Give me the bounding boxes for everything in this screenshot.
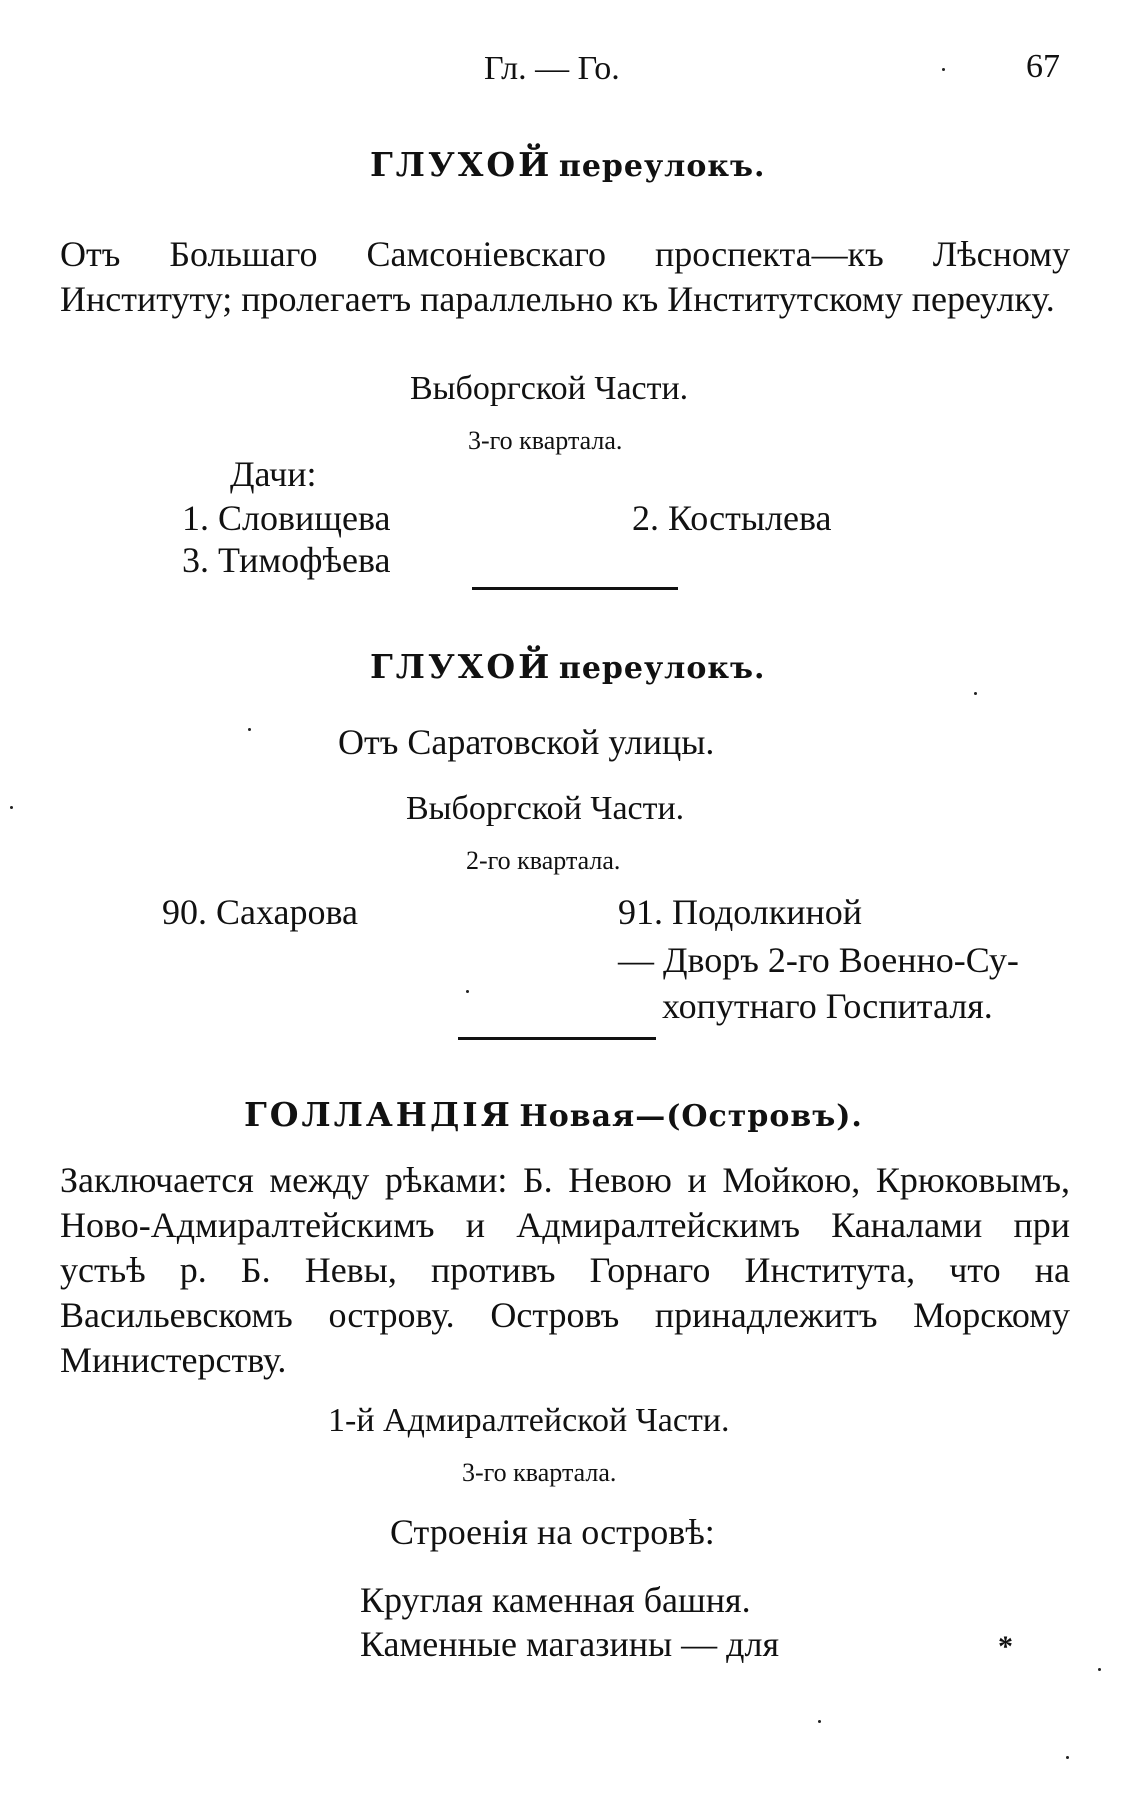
description-text: Отъ Большаго Самсоніевскаго проспекта—къ Лѣсному Институту; пролегаетъ параллельно къ Институтскому переулку. — [60, 234, 1070, 319]
district-part: Выборгской Части. — [406, 790, 685, 827]
street-description — [60, 232, 1070, 322]
print-speck — [818, 1720, 821, 1723]
section-heading — [370, 647, 766, 686]
print-speck — [466, 990, 469, 993]
section-heading — [244, 1095, 863, 1134]
district-quarter: 3-го квартала. — [462, 1458, 617, 1487]
heading-caps: ГОЛЛАНДІЯ — [244, 1095, 513, 1134]
page-number: 67 — [1026, 48, 1060, 85]
district-quarter: 2-го квартала. — [466, 846, 621, 875]
list-item: 90. Сахарова — [162, 892, 358, 932]
list-item: — Дворъ 2-го Военно-Су- — [618, 940, 1019, 980]
print-speck — [1098, 1668, 1101, 1671]
print-speck — [974, 692, 977, 695]
list-item: 91. Подолкиной — [618, 892, 863, 932]
heading-caps: ГЛУХОЙ — [370, 145, 553, 184]
print-speck — [1066, 1756, 1069, 1759]
list-item: 2. Костылева — [632, 498, 832, 538]
list-item: 1. Словищева — [182, 498, 391, 538]
description-text: Заключается между рѣками: Б. Невою и Мойкою, Крюковымъ, Ново-Адмиралтейскимъ и Адмиралтейскимъ Каналами при устьѣ р. Б. Невы, противъ Горнаго Института, что на Васильевскомъ острову. Островъ принадлежитъ Морскому Министерству. — [60, 1160, 1070, 1380]
district-part: 1-й Адмиралтейской Части. — [328, 1402, 730, 1439]
footnote-asterisk: * — [998, 1630, 1013, 1663]
dachi-label: Дачи: — [230, 454, 317, 494]
print-speck — [10, 806, 13, 809]
section-divider — [472, 587, 678, 590]
heading-rest: переулокъ. — [558, 651, 766, 686]
island-description — [60, 1158, 1070, 1383]
list-item: Каменные магазины — для — [360, 1624, 780, 1664]
print-speck — [942, 68, 945, 71]
district-part: Выборгской Части. — [410, 370, 689, 407]
heading-rest: переулокъ. — [558, 149, 766, 184]
section-divider — [458, 1037, 656, 1040]
list-item: 3. Тимофѣева — [182, 540, 391, 580]
heading-caps: ГЛУХОЙ — [370, 647, 553, 686]
buildings-label: Строенія на островѣ: — [390, 1512, 715, 1552]
district-quarter: 3-го квартала. — [468, 426, 623, 455]
list-item: хопутнаго Госпиталя. — [662, 986, 993, 1026]
print-speck — [248, 728, 251, 731]
section-heading — [370, 145, 766, 184]
heading-rest: Новая—(Островъ). — [519, 1099, 863, 1134]
list-item: Круглая каменная башня. — [360, 1580, 751, 1620]
running-head: Гл. — Го. — [484, 50, 620, 87]
street-description: Отъ Саратовской улицы. — [338, 722, 715, 762]
